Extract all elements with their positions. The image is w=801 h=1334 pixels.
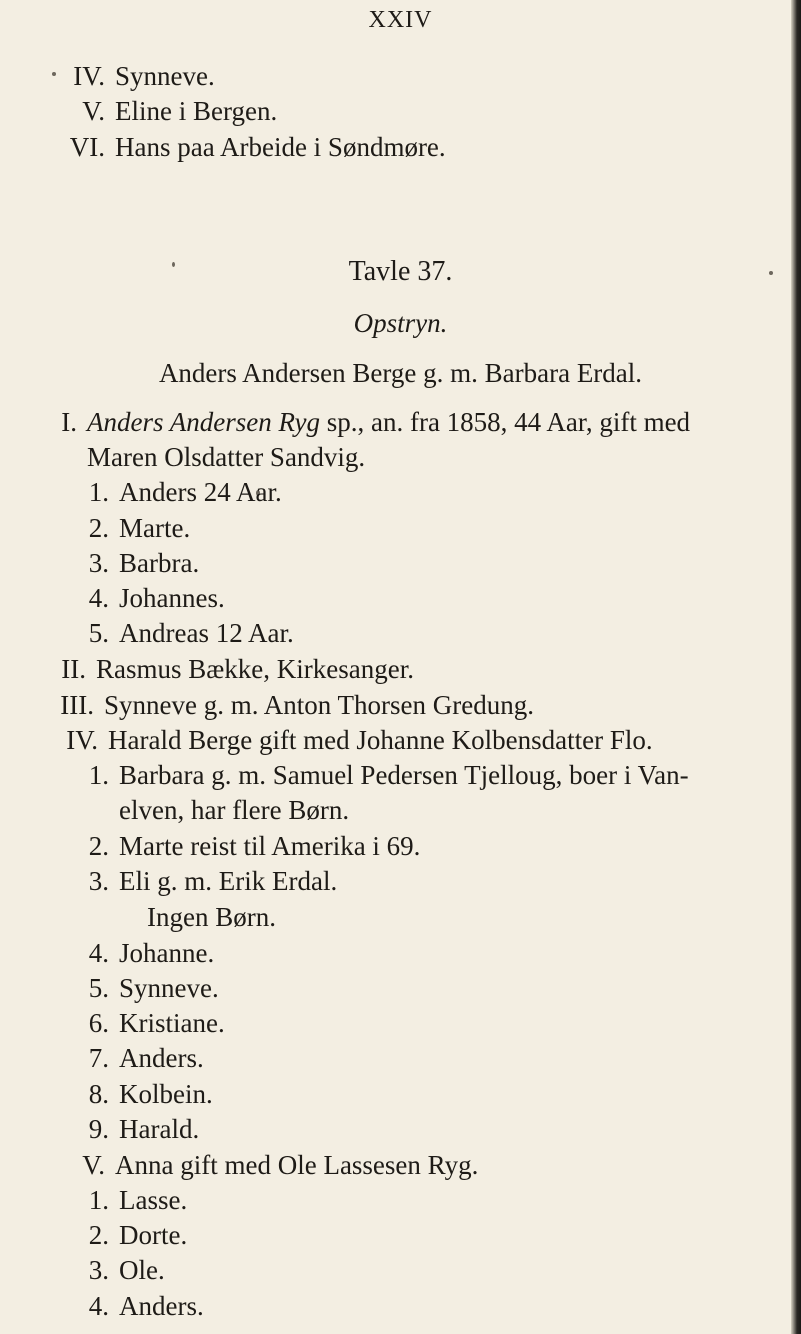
list-item: 2. Marte. bbox=[88, 512, 191, 543]
list-item-continuation: elven, har flere Børn. bbox=[119, 795, 350, 826]
table-title: Tavle 37. bbox=[348, 256, 453, 288]
list-item: 1. Anders 24 Aar. bbox=[88, 476, 282, 507]
list-item: 1. Barbara g. m. Samuel Pedersen Tjelloug, boer i Van- bbox=[88, 760, 689, 791]
list-item: VI. Hans paa Arbeide i Søndmøre. bbox=[69, 131, 446, 162]
list-item: 3. Barbra. bbox=[88, 547, 200, 578]
page-number: XXIV bbox=[368, 7, 433, 33]
list-item: 2. Dorte. bbox=[88, 1220, 188, 1251]
list-item: 4. Johanne. bbox=[88, 937, 215, 968]
list-item-continuation: Ingen Børn. bbox=[147, 901, 276, 932]
list-item: 1. Lasse. bbox=[88, 1184, 188, 1215]
section-name: Anders Andersen Ryg bbox=[87, 407, 320, 438]
page-edge-shadow bbox=[791, 0, 801, 1334]
list-item: 3. Eli g. m. Erik Erdal. bbox=[88, 866, 338, 896]
place-heading: Opstryn. bbox=[353, 307, 448, 338]
section-line: II. Rasmus Bække, Kirkesanger. bbox=[61, 654, 414, 684]
list-item: 5. Synneve. bbox=[88, 972, 219, 1003]
section-line: III. Synneve g. m. Anton Thorsen Gredung. bbox=[60, 689, 534, 720]
list-item: 5. Andreas 12 Aar. bbox=[88, 618, 294, 649]
list-item: 2. Marte reist til Amerika i 69. bbox=[88, 831, 421, 862]
list-item: IV. Synneve. bbox=[73, 61, 215, 91]
list-item: V. Eline i Bergen. bbox=[82, 95, 278, 126]
list-item: 4. Johannes. bbox=[88, 583, 225, 614]
list-item: 8. Kolbein. bbox=[88, 1079, 213, 1109]
parents-line: Anders Andersen Berge g. m. Barbara Erdal. bbox=[158, 357, 643, 388]
section-line: I. Anders Andersen Ryg sp., an. fra 1858, 44 Aar, gift med bbox=[61, 407, 691, 438]
list-item: 7. Anders. bbox=[88, 1043, 204, 1074]
section-line: IV. Harald Berge gift med Johanne Kolbensdatter Flo. bbox=[66, 724, 653, 755]
list-item: 4. Anders. bbox=[88, 1291, 204, 1321]
section-continuation: Maren Olsdatter Sandvig. bbox=[87, 441, 366, 472]
list-item: 6. Kristiane. bbox=[88, 1008, 225, 1039]
section-line: V. Anna gift med Ole Lassesen Ryg. bbox=[82, 1149, 479, 1180]
list-item: 9. Harald. bbox=[88, 1113, 200, 1144]
list-item: 3. Ole. bbox=[88, 1255, 165, 1286]
